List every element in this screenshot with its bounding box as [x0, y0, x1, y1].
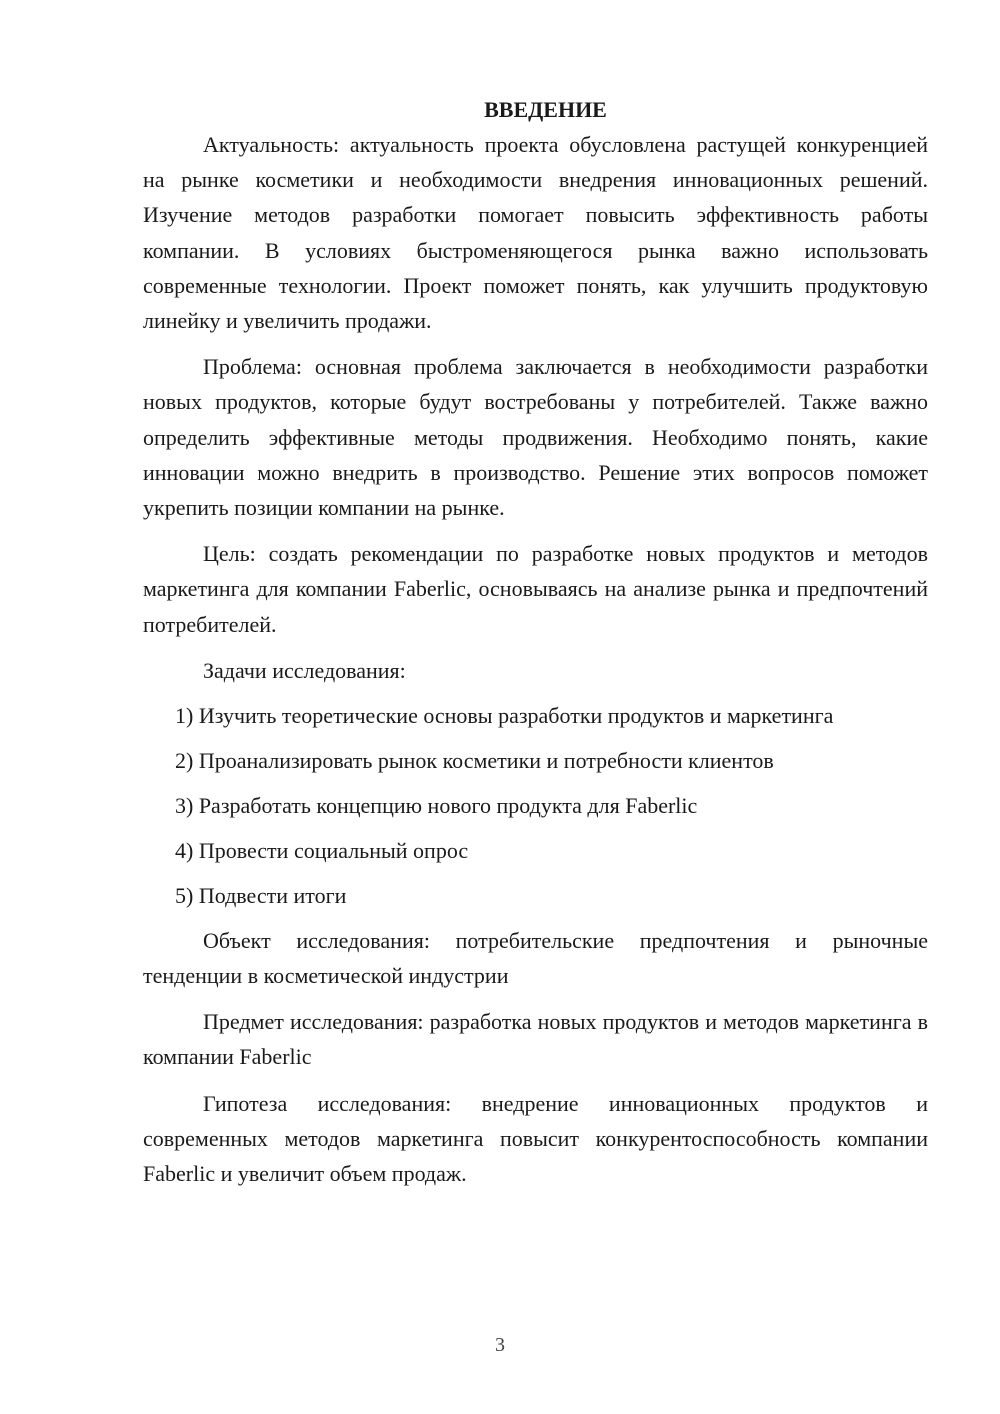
document-page [143, 92, 928, 1202]
relevance-paragraph: Актуальность: актуальность проекта обусловлена растущей конкуренцией на рынке косметики и необходимости внедрения инновационных решений. Изучение методов разработки помогает повысить эффективность работы компании. В условиях быстроменяющегося рынка важно использовать современные технологии. Проект поможет понять, как улучшить продуктовую линейку и увеличить продажи. [143, 132, 928, 334]
page-title: ВВЕДЕНИЕ [484, 97, 607, 122]
list-item: 5) Подвести итоги [175, 882, 347, 908]
list-item: 3) Разработать концепцию нового продукта для Faberlic [175, 792, 698, 818]
object-paragraph: Объект исследования: потребительские предпочтения и рыночные тенденции в косметической индустрии [143, 927, 928, 989]
tasks-list [143, 698, 928, 913]
goal-paragraph: Цель: создать рекомендации по разработке новых продуктов и методов маркетинга для компании Faberlic, основываясь на анализе рынка и предпочтений потребителей. [143, 541, 928, 637]
hypothesis-paragraph: Гипотеза исследования: внедрение инновационных продуктов и современных методов маркетинга повысит конкурентоспособность компании Faberlic и увеличит объем продаж. [143, 1090, 928, 1187]
list-item: 2) Проанализировать рынок косметики и потребности клиентов [175, 747, 774, 773]
problem-paragraph: Проблема: основная проблема заключается в необходимости разработки новых продуктов, которые будут востребованы у потребителей. Также важно определить эффективные методы продвижения. Необходимо понять, какие инновации можно внедрить в производство. Решение этих вопросов поможет укрепить позиции компании на рынке. [143, 354, 928, 521]
tasks-heading: Задачи исследования: [203, 657, 406, 683]
page-number: 3 [495, 1334, 505, 1356]
subject-paragraph: Предмет исследования: разработка новых продуктов и методов маркетинга в компании Faberlic [143, 1009, 928, 1070]
list-item: 4) Провести социальный опрос [175, 837, 469, 863]
list-item: 1) Изучить теоретические основы разработки продуктов и маркетинга [175, 702, 834, 728]
